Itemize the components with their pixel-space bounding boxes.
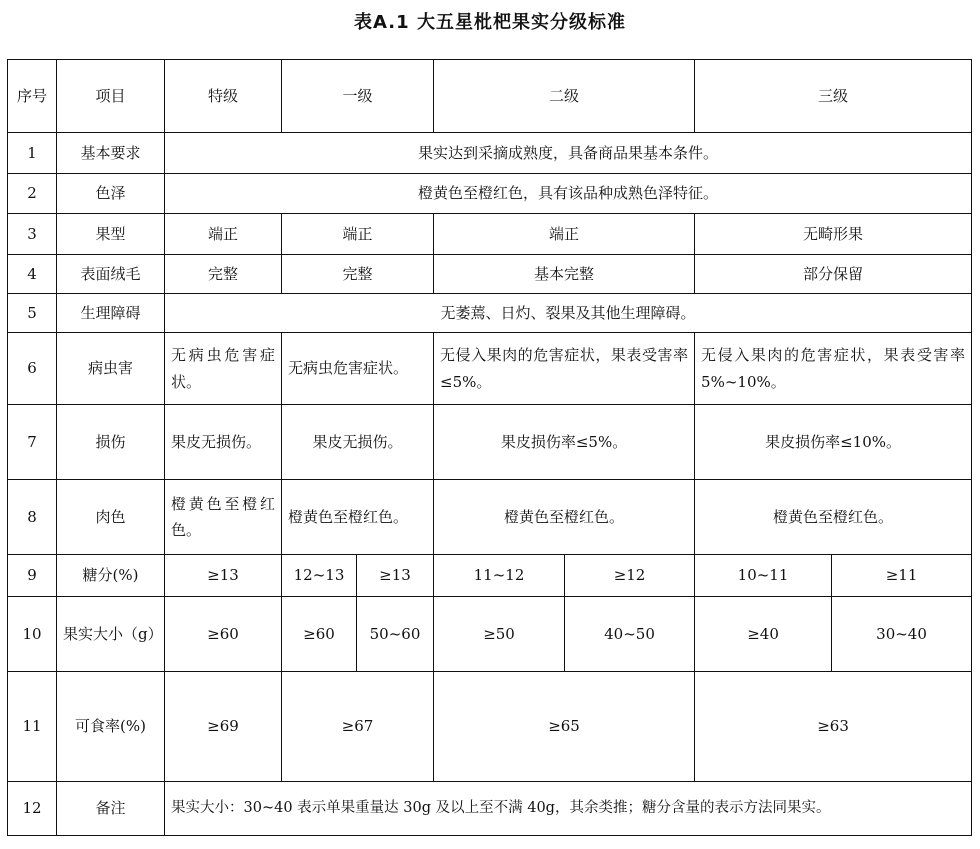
row-value-first: 果皮无损伤。 [282, 405, 434, 480]
table-row [8, 294, 972, 333]
row-value-third: 无畸形果 [695, 214, 972, 255]
header-grade-first: 一级 [282, 60, 434, 133]
row-item: 生理障碍 [57, 294, 165, 333]
table-row [8, 480, 972, 555]
row-value-third-b: ≥11 [832, 555, 972, 597]
grading-table [7, 59, 972, 836]
row-item: 表面绒毛 [57, 255, 165, 294]
table-row [8, 255, 972, 294]
row-no: 7 [8, 405, 57, 480]
table-row [8, 333, 972, 405]
row-value-all: 果实大小：30~40 表示单果重量达 30g 及以上至不满 40g，其余类推；糖分含量的表示方法同果实。 [165, 782, 972, 836]
row-value-special: 无病虫危害症状。 [165, 333, 282, 405]
row-no: 12 [8, 782, 57, 836]
header-item: 项目 [57, 60, 165, 133]
row-value-first: 完整 [282, 255, 434, 294]
row-value-second: ≥65 [434, 672, 695, 782]
row-no: 8 [8, 480, 57, 555]
row-value-third: 橙黄色至橙红色。 [695, 480, 972, 555]
table-row [8, 555, 972, 597]
row-value-second: 无侵入果肉的危害症状，果表受害率≤5%。 [434, 333, 695, 405]
row-no: 3 [8, 214, 57, 255]
header-grade-third: 三级 [695, 60, 972, 133]
row-value-second: 基本完整 [434, 255, 695, 294]
table-row [8, 782, 972, 836]
row-item: 基本要求 [57, 133, 165, 174]
row-value-second: 端正 [434, 214, 695, 255]
row-value-all: 无萎蔫、日灼、裂果及其他生理障碍。 [165, 294, 972, 333]
row-value-second-a: ≥50 [434, 597, 565, 672]
row-value-first-a: ≥60 [282, 597, 357, 672]
row-value-special: 橙黄色至橙红色。 [165, 480, 282, 555]
row-item: 糖分(%) [57, 555, 165, 597]
row-value-all: 橙黄色至橙红色，具有该品种成熟色泽特征。 [165, 174, 972, 214]
table-row [8, 672, 972, 782]
table-row [8, 405, 972, 480]
row-value-third: 无侵入果肉的危害症状，果表受害率 5%~10%。 [695, 333, 972, 405]
row-item: 病虫害 [57, 333, 165, 405]
row-value-third: ≥63 [695, 672, 972, 782]
table-row [8, 174, 972, 214]
row-value-first: 橙黄色至橙红色。 [282, 480, 434, 555]
table-title: 表A.1 大五星枇杷果实分级标准 [354, 12, 626, 33]
row-value-first: 端正 [282, 214, 434, 255]
row-value-third-a: 10~11 [695, 555, 832, 597]
row-value-all: 果实达到采摘成熟度，具备商品果基本条件。 [165, 133, 972, 174]
row-value-first-b: ≥13 [357, 555, 434, 597]
row-value-second: 果皮损伤率≤5%。 [434, 405, 695, 480]
header-grade-second: 二级 [434, 60, 695, 133]
row-value-first-a: 12~13 [282, 555, 357, 597]
row-item: 果型 [57, 214, 165, 255]
row-item: 可食率(%) [57, 672, 165, 782]
row-item: 果实大小（g） [57, 597, 165, 672]
row-value-special: ≥13 [165, 555, 282, 597]
row-value-second-a: 11~12 [434, 555, 565, 597]
row-no: 5 [8, 294, 57, 333]
row-no: 6 [8, 333, 57, 405]
row-value-special: 完整 [165, 255, 282, 294]
row-no: 2 [8, 174, 57, 214]
row-no: 1 [8, 133, 57, 174]
row-value-special: ≥69 [165, 672, 282, 782]
row-value-second-b: ≥12 [565, 555, 695, 597]
row-value-first: 无病虫危害症状。 [282, 333, 434, 405]
row-item: 肉色 [57, 480, 165, 555]
row-no: 10 [8, 597, 57, 672]
row-value-second-b: 40~50 [565, 597, 695, 672]
row-value-first-b: 50~60 [357, 597, 434, 672]
row-value-third: 果皮损伤率≤10%。 [695, 405, 972, 480]
row-value-special: 端正 [165, 214, 282, 255]
row-value-special: 果皮无损伤。 [165, 405, 282, 480]
header-grade-special: 特级 [165, 60, 282, 133]
row-item: 损伤 [57, 405, 165, 480]
row-value-third: 部分保留 [695, 255, 972, 294]
row-no: 4 [8, 255, 57, 294]
table-row [8, 597, 972, 672]
table-row [8, 133, 972, 174]
row-value-third-b: 30~40 [832, 597, 972, 672]
row-item: 备注 [57, 782, 165, 836]
header-row [8, 60, 972, 133]
row-value-third-a: ≥40 [695, 597, 832, 672]
row-value-special: ≥60 [165, 597, 282, 672]
table-row [8, 214, 972, 255]
row-no: 11 [8, 672, 57, 782]
row-value-first: ≥67 [282, 672, 434, 782]
row-no: 9 [8, 555, 57, 597]
header-no: 序号 [8, 60, 57, 133]
row-item: 色泽 [57, 174, 165, 214]
row-value-second: 橙黄色至橙红色。 [434, 480, 695, 555]
